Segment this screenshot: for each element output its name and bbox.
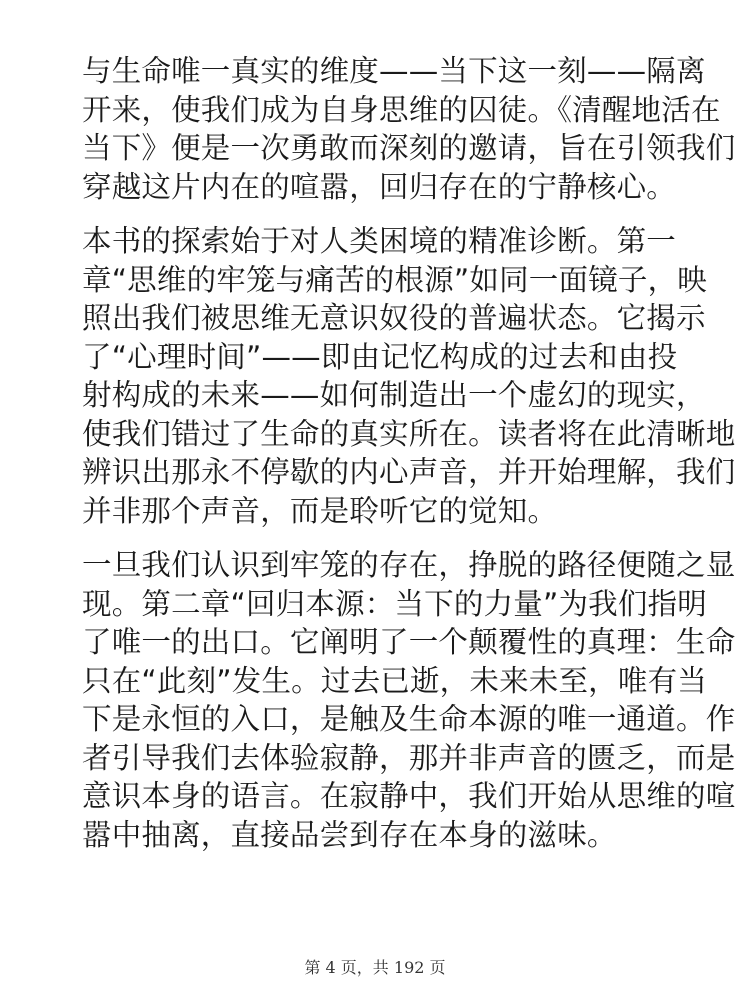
text-line: 一旦我们认识到牢笼的存在，挣脱的路径便随之显: [82, 548, 736, 582]
text-line: 穿越这片内在的喧嚣，回归存在的宁静核心。: [82, 169, 677, 204]
text-line: 意识本身的语言。在寂静中，我们开始从思维的喧: [82, 779, 736, 813]
text-line: 章“思维的牢笼与痛苦的根源”如同一面镜子，映: [82, 262, 707, 297]
text-line: 嚣中抽离，直接品尝到存在本身的滋味。: [82, 817, 617, 852]
text-line: 了唯一的出口。它阐明了一个颠覆性的真理：生命: [82, 625, 736, 659]
text-line: 当下》便是一次勇敢而深刻的邀请，旨在引领我们: [82, 131, 736, 165]
text-line: 者引导我们去体验寂静，那并非声音的匮乏，而是: [82, 740, 736, 775]
paragraph-2: [82, 222, 736, 530]
text-line: 下是永恒的入口，是触及生命本源的唯一通道。作: [82, 702, 736, 736]
text-body: [82, 52, 736, 870]
paragraph-1: [82, 52, 736, 206]
text-line: 使我们错过了生命的真实所在。读者将在此清晰地: [82, 416, 736, 451]
paragraph-3: [82, 546, 736, 854]
text-line: 现。第二章“回归本源：当下的力量”为我们指明: [82, 586, 707, 621]
text-line: 并非那个声音，而是聆听它的觉知。: [82, 493, 558, 528]
text-line: 辨识出那永不停歇的内心声音，并开始理解，我们: [82, 455, 736, 489]
text-line: 只在“此刻”发生。过去已逝，未来未至，唯有当: [82, 663, 707, 698]
text-line: 照出我们被思维无意识奴役的普遍状态。它揭示: [82, 301, 706, 335]
text-line: 开来，使我们成为自身思维的囚徒。《清醒地活在: [82, 92, 721, 127]
text-line: 了“心理时间”——即由记忆构成的过去和由投: [82, 339, 678, 374]
text-line: 射构成的未来——如何制造出一个虚幻的现实，: [82, 378, 706, 412]
page-number-footer: 第 4 页，共 192 页: [304, 958, 446, 977]
text-line: 本书的探索始于对人类困境的精准诊断。第一: [82, 224, 677, 258]
text-line: 与生命唯一真实的维度——当下这一刻——隔离: [82, 54, 706, 88]
